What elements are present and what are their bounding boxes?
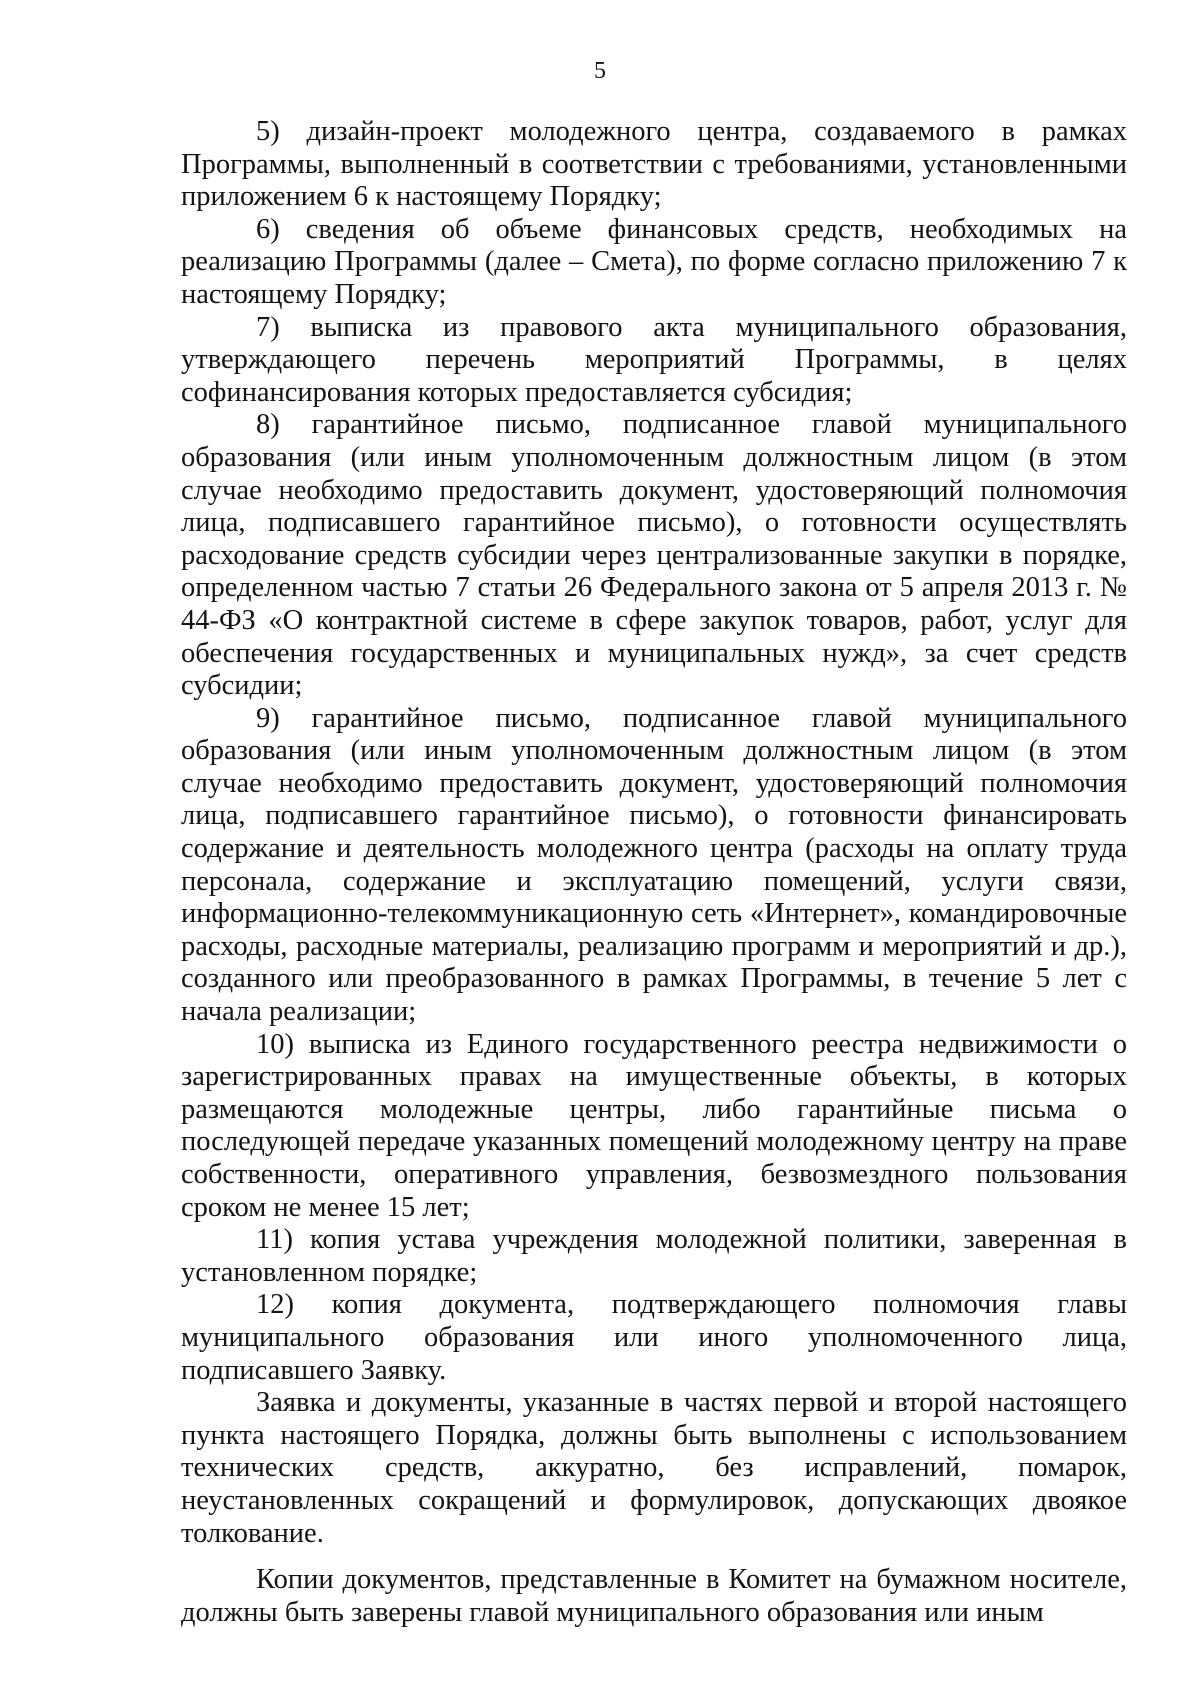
list-item-9: 9) гарантийное письмо, подписанное главой муниципального образования (или иным уполномоченным должностным лицом (в этом случае необходимо предоставить документ, удостоверяющий полномочия лица, подписавшего гарантийное письмо), о готовности финансировать содержание и деятельность молодежного центра (расходы на оплату труда персонала, содержание и эксплуатацию помещений, услуги связи, информационно-телекоммуникационную сеть «Интернет», командировочные расходы, расходные материалы, реализацию программ и мероприятий и др.), созданного или преобразованного в рамках Программы, в течение 5 лет с начала реализации; xyxy=(181,702,1127,1028)
list-item-12: 12) копия документа, подтверждающего полномочия главы муниципального образования или иного уполномоченного лица, подписавшего Заявку. xyxy=(181,1289,1127,1386)
page-number: 5 xyxy=(594,58,606,84)
list-item-6: 6) сведения об объеме финансовых средств, необходимых на реализацию Программы (далее – Смета), по форме согласно приложению 7 к настоящему Порядку; xyxy=(181,213,1127,310)
requirements-paragraph: Заявка и документы, указанные в частях первой и второй настоящего пункта настоящего Порядка, должны быть выполнены с использованием технических средств, аккуратно, без исправлений, помарок, неустановленных сокращений и формулировок, допускающих двоякое толкование. xyxy=(181,1387,1127,1549)
list-item-11: 11) копия устава учреждения молодежной политики, заверенная в установленном порядке; xyxy=(181,1224,1127,1288)
copies-paragraph: Копии документов, представленные в Комитет на бумажном носителе, должны быть заверены главой муниципального образования или иным xyxy=(181,1564,1127,1628)
list-item-5: 5) дизайн-проект молодежного центра, создаваемого в рамках Программы, выполненный в соответствии с требованиями, установленными приложением 6 к настоящему Порядку; xyxy=(181,116,1127,213)
list-item-8: 8) гарантийное письмо, подписанное главой муниципального образования (или иным уполномоченным должностным лицом (в этом случае необходимо предоставить документ, удостоверяющий полномочия лица, подписавшего гарантийное письмо), о готовности осуществлять расходование средств субсидии через централизованные закупки в порядке, определенном частью 7 статьи 26 Федерального закона от 5 апреля 2013 г. № 44-ФЗ «О контрактной системе в сфере закупок товаров, работ, услуг для обеспечения государственных и муниципальных нужд», за счет средств субсидии; xyxy=(181,409,1127,702)
list-item-7: 7) выписка из правового акта муниципального образования, утверждающего перечень мероприятий Программы, в целях софинансирования которых предоставляется субсидия; xyxy=(181,311,1127,408)
document-body xyxy=(181,116,1127,1629)
list-item-10: 10) выписка из Единого государственного реестра недвижимости о зарегистрированных правах на имущественные объекты, в которых размещаются молодежные центры, либо гарантийные письма о последующей передаче указанных помещений молодежному центру на праве собственности, оперативного управления, безвозмездного пользования сроком не менее 15 лет; xyxy=(181,1028,1127,1223)
